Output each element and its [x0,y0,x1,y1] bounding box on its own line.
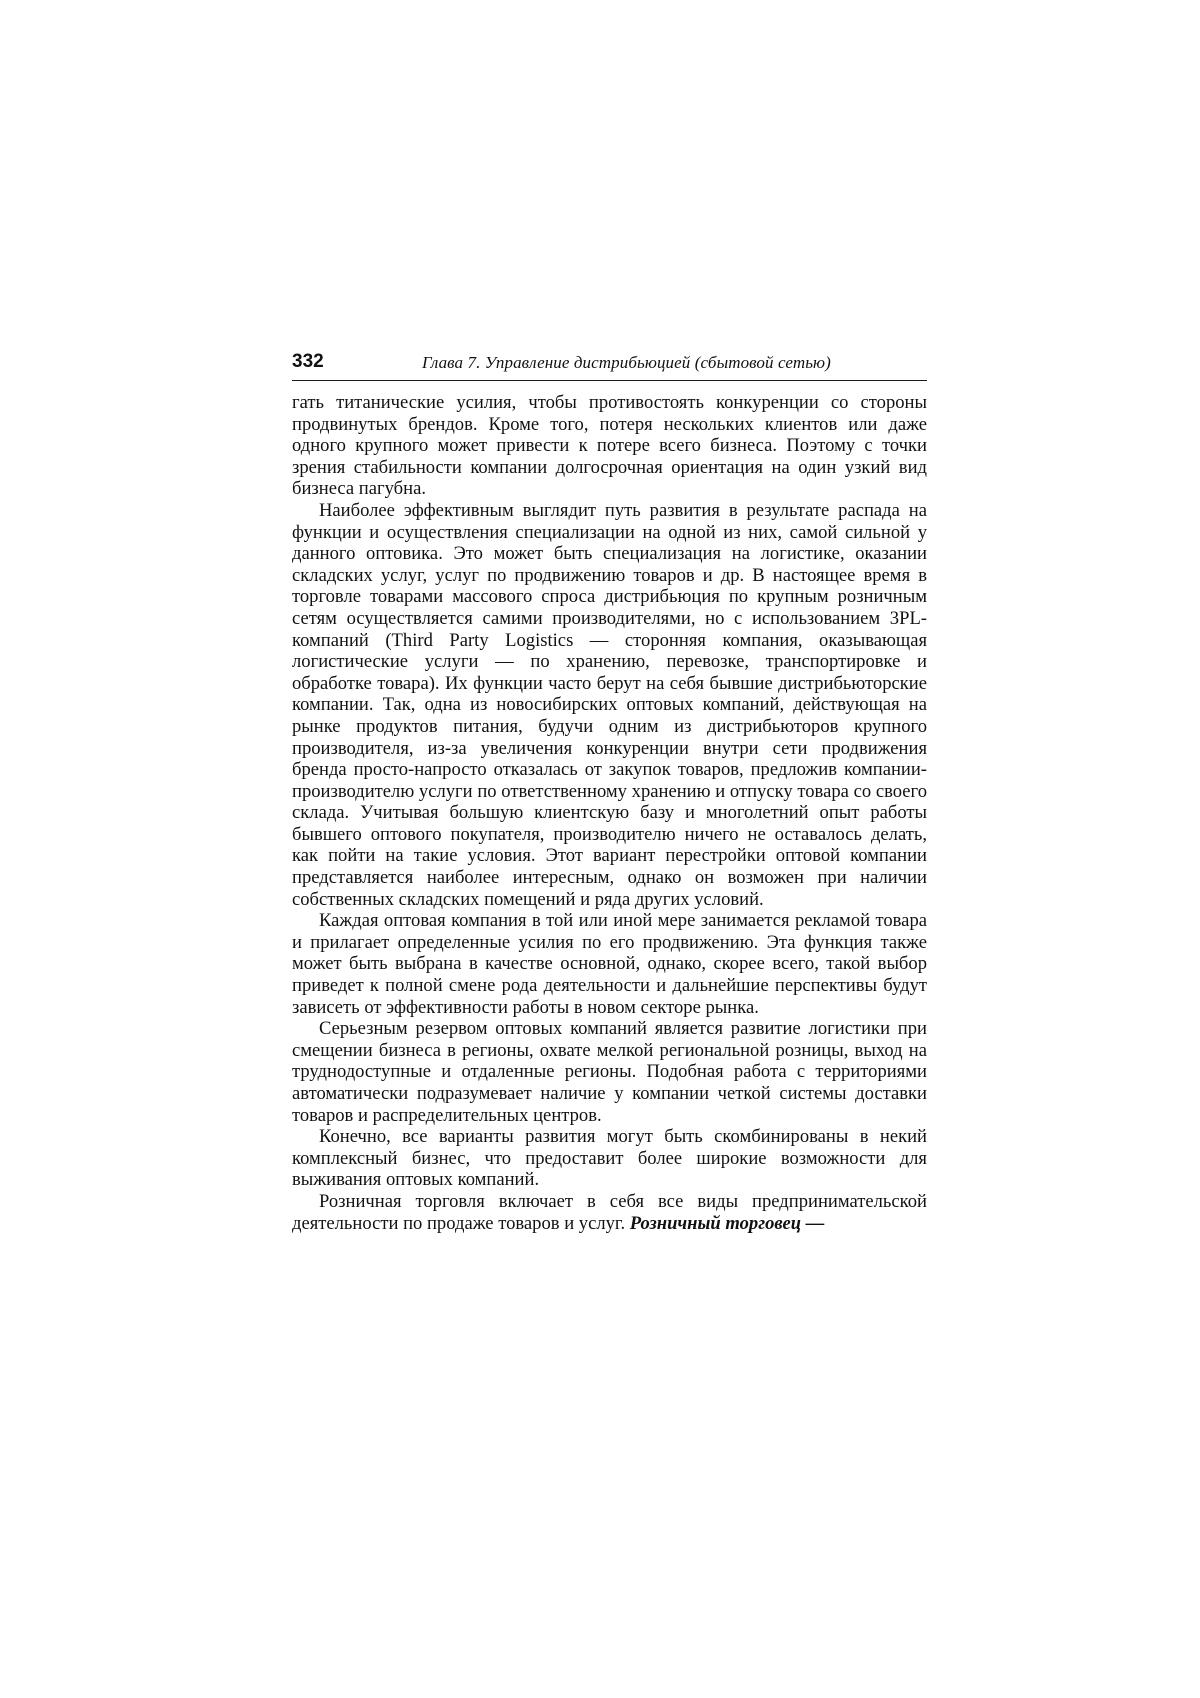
paragraph: Каждая оптовая компания в той или иной мере занимается рекламой товара и прилагает определенные усилия по его продвижению. Эта функция также может быть выбрана в качестве основной, однако, скорее всего, такой выбор приведет к полной смене рода деятельности и дальнейшие перспективы будут зависеть от эффективности работы в новом секторе рынка. [292,910,927,1018]
paragraph: Серьезным резервом оптовых компаний является развитие логистики при смещении бизнеса в регионы, охвате мелкой региональной розницы, выход на труднодоступные и отдаленные регионы. Подобная работа с территориями автоматически подразумевает наличие у компании четкой системы доставки товаров и распределительных центров. [292,1018,927,1126]
paragraph: Конечно, все варианты развития могут быть скомбинированы в некий комплексный бизнес, что предоставит более широкие возможности для выживания оптовых компаний. [292,1126,927,1191]
body-text [292,392,927,1234]
paragraph: гать титанические усилия, чтобы противостоять конкуренции со стороны продвинутых брендов. Кроме того, потеря нескольких клиентов или даже одного крупного может привести к потере всего бизнеса. Поэтому с точки зрения стабильности компании долгосрочная ориентация на один узкий вид бизнеса пагубна. [292,392,927,500]
running-head: Глава 7. Управление дистрибьюцией (сбытовой сетью) [422,353,831,372]
paragraph [292,1191,927,1234]
page-header [292,350,927,381]
page-number: 332 [292,351,324,372]
defined-term: Розничный торговец — [629,1212,825,1234]
paragraph-text: Розничная торговля включает в себя все виды предпринимательской деятельности по продаже товаров и услуг. [292,1190,927,1234]
paragraph: Наиболее эффективным выглядит путь развития в результате распада на функции и осуществления специализации на одной из них, самой сильной у данного оптовика. Это может быть специализация на логистике, оказании складских услуг, услуг по продвижению товаров и др. В настоящее время в торговле товарами массового спроса дистрибьюция по крупным розничным сетям осуществляется самими производителями, но с использованием 3PL-компаний (Third Party Logistics — сторонняя компания, оказывающая логистические услуги — по хранению, перевозке, транспортировке и обработке товара). Их функции часто берут на себя бывшие дистрибьюторские компании. Так, одна из новосибирских оптовых компаний, действующая на рынке продуктов питания, будучи одним из дистрибьюторов крупного производителя, из-за увеличения конкуренции внутри сети продвижения бренда просто-напросто отказалась от закупок товаров, предложив компании-производителю услуги по ответственному хранению и отпуску товара со своего склада. Учитывая большую клиентскую базу и многолетний опыт работы бывшего оптового покупателя, производителю ничего не оставалось делать, как пойти на такие условия. Этот вариант перестройки оптовой компании представляется наиболее интересным, однако он возможен при наличии собственных складских помещений и ряда других условий. [292,499,927,910]
